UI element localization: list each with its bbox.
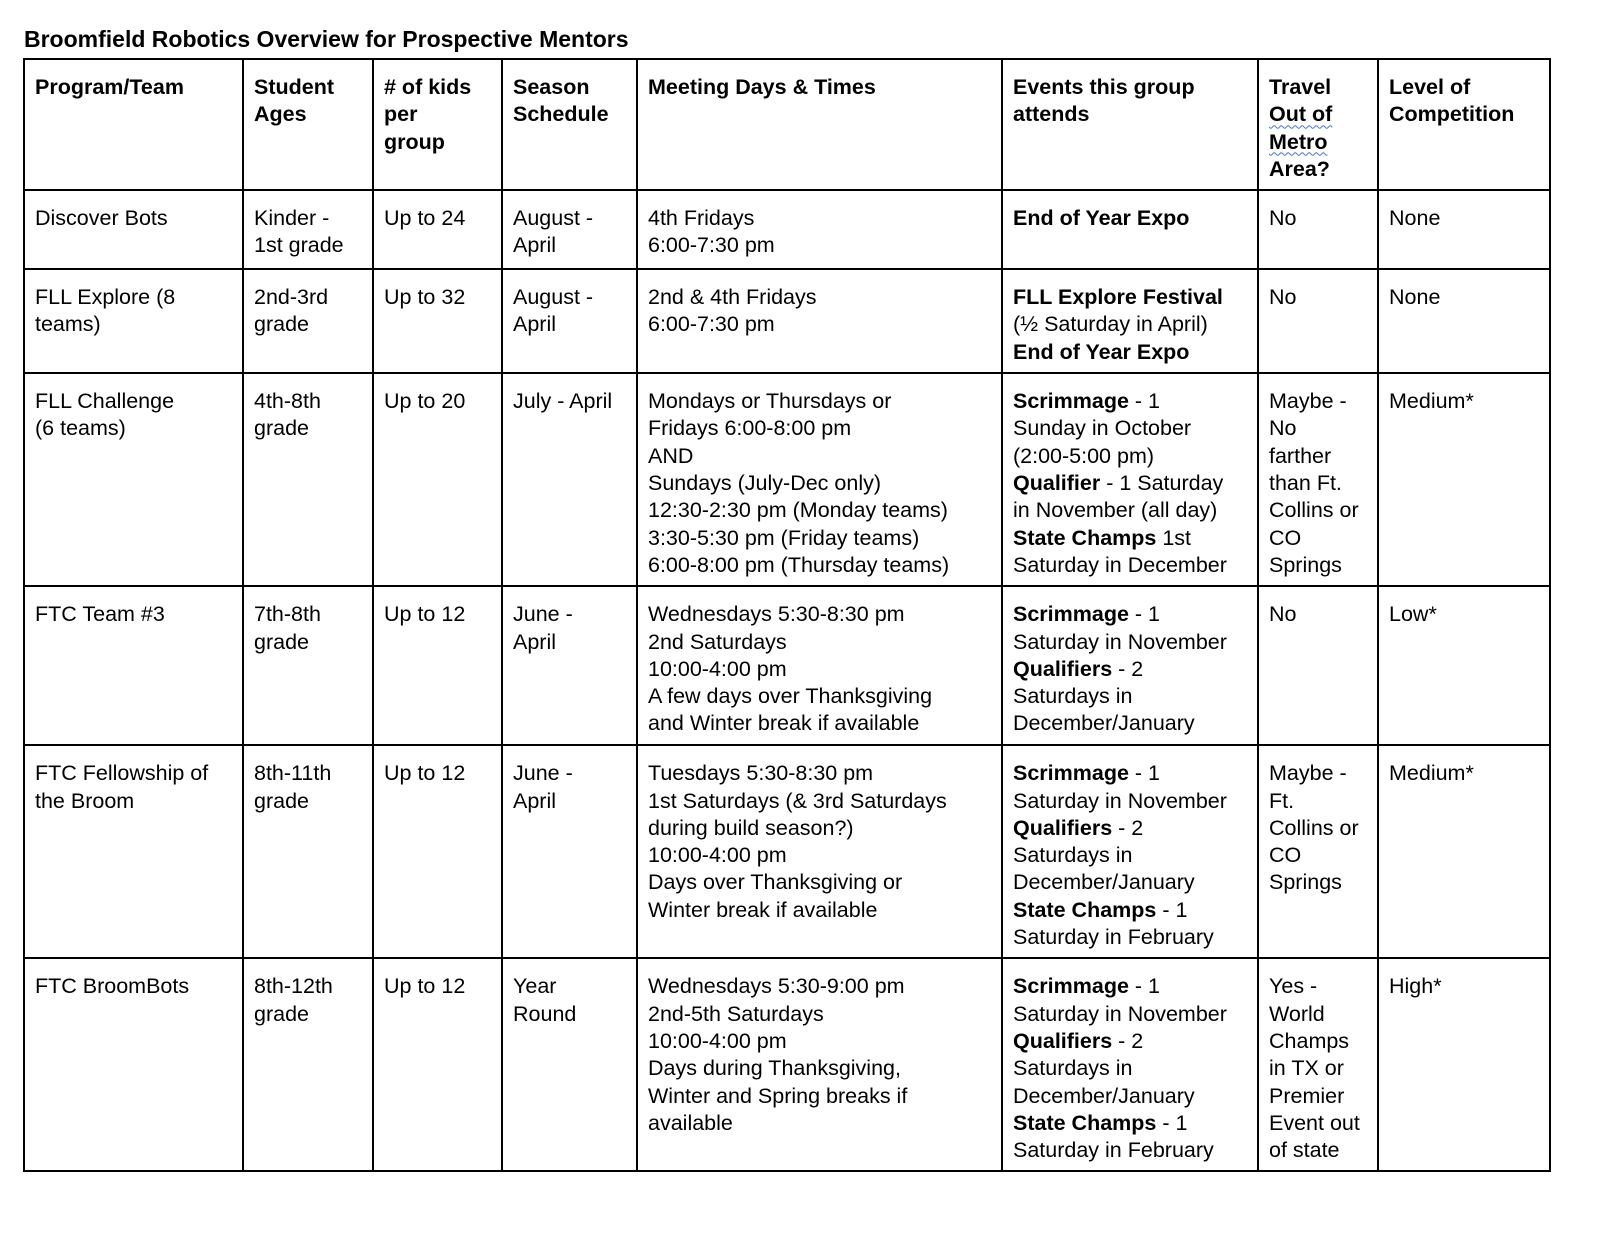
cell-level-of-competition: Medium* xyxy=(1378,745,1550,958)
header-meeting-days-times: Meeting Days & Times xyxy=(637,59,1002,190)
event-details: - 2 Saturdays in December/January xyxy=(1013,1028,1195,1108)
table-row xyxy=(24,958,1550,1171)
cell-program-team: FTC Team #3 xyxy=(24,586,243,745)
cell-season-schedule: August - April xyxy=(502,190,637,269)
event-name: State Champs xyxy=(1013,1110,1157,1135)
cell-kids-per-group: Up to 20 xyxy=(373,373,502,586)
cell-level-of-competition: None xyxy=(1378,269,1550,373)
header-student-ages: Student Ages xyxy=(243,59,373,190)
event-name: State Champs xyxy=(1013,897,1157,922)
cell-student-ages: 4th-8th grade xyxy=(243,373,373,586)
event-name: Qualifier xyxy=(1013,471,1101,496)
cell-season-schedule: June - April xyxy=(502,745,637,958)
event-name: Qualifiers xyxy=(1013,815,1113,840)
table-row xyxy=(24,373,1550,586)
cell-season-schedule: July - April xyxy=(502,373,637,586)
cell-kids-per-group: Up to 12 xyxy=(373,958,502,1171)
cell-kids-per-group: Up to 12 xyxy=(373,586,502,745)
cell-level-of-competition: Low* xyxy=(1378,586,1550,745)
cell-travel-out-of-metro: Maybe - No farther than Ft. Collins or CO Springs xyxy=(1258,373,1378,586)
event-details: - 1 Saturday in November xyxy=(1013,761,1227,813)
document-title: Broomfield Robotics Overview for Prospective Mentors xyxy=(24,26,629,52)
event-name: State Champs xyxy=(1013,525,1157,550)
event-details: - 1 Saturday in February xyxy=(1013,897,1214,950)
table-row xyxy=(24,269,1550,373)
event-name: Scrimmage xyxy=(1013,761,1129,786)
cell-meeting-days-times: 4th Fridays 6:00-7:30 pm xyxy=(637,190,1002,269)
program-overview-table xyxy=(23,58,1551,1172)
cell-kids-per-group: Up to 32 xyxy=(373,269,502,373)
event-name: Qualifiers xyxy=(1013,656,1113,681)
event-name: Scrimmage xyxy=(1013,602,1129,627)
header-program-team: Program/Team xyxy=(24,59,243,190)
cell-events-attended xyxy=(1002,586,1258,745)
cell-season-schedule: Year Round xyxy=(502,958,637,1171)
cell-kids-per-group: Up to 12 xyxy=(373,745,502,958)
cell-level-of-competition: None xyxy=(1378,190,1550,269)
cell-meeting-days-times: 2nd & 4th Fridays 6:00-7:30 pm xyxy=(637,269,1002,373)
event-details: 1st Saturday in December xyxy=(1013,525,1227,577)
cell-student-ages: 8th-11th grade xyxy=(243,745,373,958)
cell-travel-out-of-metro: No xyxy=(1258,269,1378,373)
cell-student-ages: 2nd-3rd grade xyxy=(243,269,373,373)
header-area-word: Area? xyxy=(1269,156,1330,181)
header-season-schedule: Season Schedule xyxy=(502,59,637,190)
header-events-attended: Events this group attends xyxy=(1002,59,1258,190)
event-name: Scrimmage xyxy=(1013,389,1129,414)
header-travel-word: Travel xyxy=(1269,75,1332,99)
event-details: - 1 Saturday in November xyxy=(1013,602,1227,654)
cell-student-ages: 7th-8th grade xyxy=(243,586,373,745)
cell-program-team: Discover Bots xyxy=(24,190,243,269)
event-name: End of Year Expo xyxy=(1013,339,1190,364)
cell-meeting-days-times: Mondays or Thursdays or Fridays 6:00-8:00 pm AND Sundays (July-Dec only) 12:30-2:30 pm (Monday teams) 3:30-5:30 pm (Friday teams) 6:00-8:00 pm (Thursday teams) xyxy=(637,373,1002,586)
cell-level-of-competition: High* xyxy=(1378,958,1550,1171)
table-row xyxy=(24,745,1550,958)
cell-program-team: FTC BroomBots xyxy=(24,958,243,1171)
spellcheck-out-of: Out of xyxy=(1269,102,1333,127)
cell-meeting-days-times: Wednesdays 5:30-8:30 pm 2nd Saturdays 10:00-4:00 pm A few days over Thanksgiving and Winter break if available xyxy=(637,586,1002,745)
cell-meeting-days-times: Wednesdays 5:30-9:00 pm 2nd-5th Saturdays 10:00-4:00 pm Days during Thanksgiving, Winter and Spring breaks if available xyxy=(637,958,1002,1171)
event-details: - 1 Saturday in February xyxy=(1013,1110,1214,1163)
cell-meeting-days-times: Tuesdays 5:30-8:30 pm 1st Saturdays (& 3rd Saturdays during build season?) 10:00-4:00 pm Days over Thanksgiving or Winter break if available xyxy=(637,745,1002,958)
event-name: Scrimmage xyxy=(1013,974,1129,999)
cell-events-attended xyxy=(1002,958,1258,1171)
event-name: End of Year Expo xyxy=(1013,206,1190,231)
event-details: - 2 Saturdays in December/January xyxy=(1013,656,1195,736)
cell-travel-out-of-metro: No xyxy=(1258,586,1378,745)
table-body xyxy=(24,190,1550,1171)
table-header-row xyxy=(24,59,1550,190)
header-kids-per-group: # of kids per group xyxy=(373,59,502,190)
cell-travel-out-of-metro: Maybe - Ft. Collins or CO Springs xyxy=(1258,745,1378,958)
cell-level-of-competition: Medium* xyxy=(1378,373,1550,586)
cell-program-team: FLL Challenge (6 teams) xyxy=(24,373,243,586)
cell-events-attended xyxy=(1002,745,1258,958)
spellcheck-metro: Metro xyxy=(1269,129,1328,154)
header-level-of-competition: Level of Competition xyxy=(1378,59,1550,190)
cell-kids-per-group: Up to 24 xyxy=(373,190,502,269)
event-name: Qualifiers xyxy=(1013,1028,1113,1053)
cell-events-attended xyxy=(1002,190,1258,269)
cell-student-ages: Kinder - 1st grade xyxy=(243,190,373,269)
table-row xyxy=(24,586,1550,745)
cell-travel-out-of-metro: No xyxy=(1258,190,1378,269)
cell-events-attended xyxy=(1002,373,1258,586)
event-name: FLL Explore Festival xyxy=(1013,285,1223,310)
table-row xyxy=(24,190,1550,269)
event-details: - 1 Saturday in November xyxy=(1013,974,1227,1026)
cell-season-schedule: June - April xyxy=(502,586,637,745)
header-travel-out-of-metro xyxy=(1258,59,1378,190)
event-details: (½ Saturday in April) xyxy=(1013,312,1208,337)
cell-program-team: FLL Explore (8 teams) xyxy=(24,269,243,373)
cell-events-attended xyxy=(1002,269,1258,373)
event-details: - 2 Saturdays in December/January xyxy=(1013,815,1195,895)
cell-program-team: FTC Fellowship of the Broom xyxy=(24,745,243,958)
event-details: - 1 Saturday in November (all day) xyxy=(1013,471,1224,523)
event-details: - 1 Sunday in October (2:00-5:00 pm) xyxy=(1013,389,1192,468)
cell-travel-out-of-metro: Yes - World Champs in TX or Premier Event out of state xyxy=(1258,958,1378,1171)
cell-season-schedule: August - April xyxy=(502,269,637,373)
cell-student-ages: 8th-12th grade xyxy=(243,958,373,1171)
